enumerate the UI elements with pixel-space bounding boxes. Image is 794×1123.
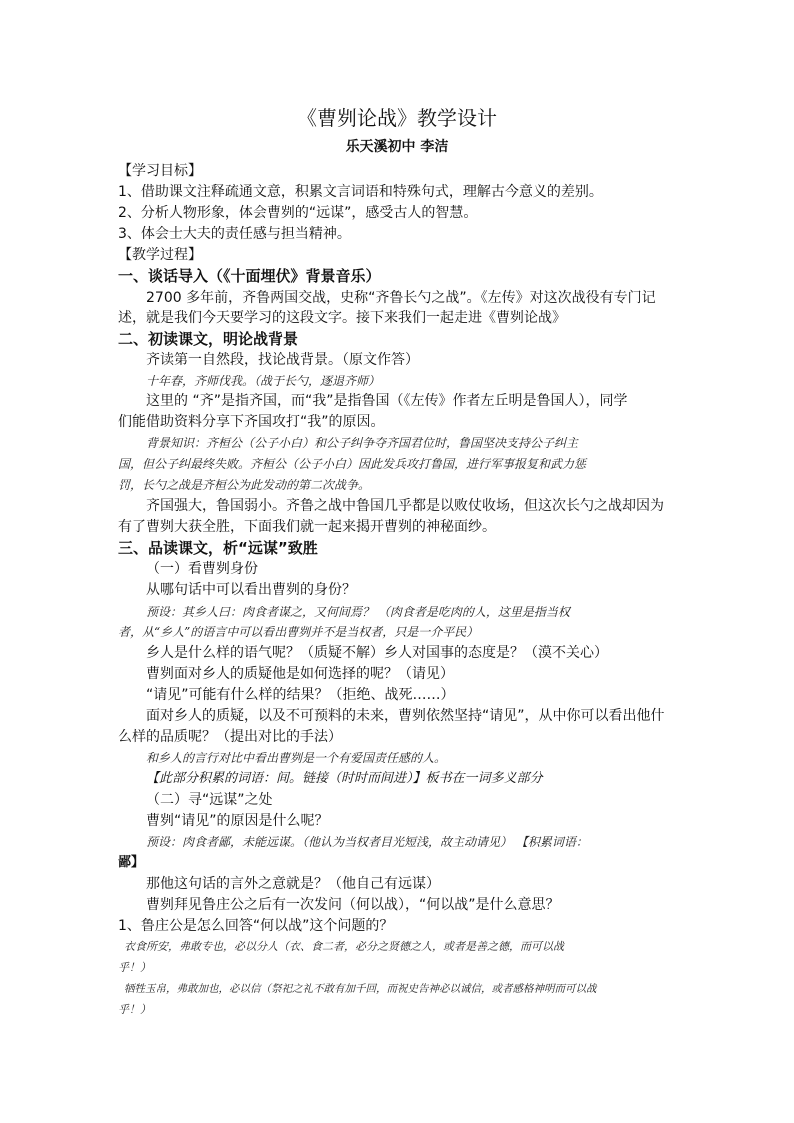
handwritten-answer-line: 乎！） bbox=[118, 961, 151, 974]
paragraph-line: 从哪句话中可以看出曹刿的身份？ bbox=[146, 582, 356, 598]
part-3-heading: 三、品读课文，析“远谋”致胜 bbox=[118, 539, 318, 557]
paragraph-line: “请见”可能有什么样的结果？（拒绝、战死……） bbox=[146, 687, 455, 703]
background-note-line: 罚，长勺之战是齐桓公为此发动的第二次战争。 bbox=[118, 478, 371, 492]
paragraph-line: 述，就是我们今天要学习的这段文字。接下来我们一起走进《曹刿论战》 bbox=[118, 310, 566, 326]
paragraph-line: 齐读第一自然段，找论战背景。（原文作答） bbox=[146, 352, 419, 368]
paragraph-line: 齐国强大，鲁国弱小。齐鲁之战中鲁国几乎都是以败仗收场，但这次长勺之战却因为 bbox=[146, 498, 664, 514]
paragraph-line: 面对乡人的质疑，以及不可预料的未来，曹刿依然坚持“请见”，从中你可以看出他什 bbox=[146, 708, 665, 724]
section-heading-objectives: 【学习目标】 bbox=[118, 163, 202, 179]
question-1: 1、鲁庄公是怎么回答“何以战”这个问题的？ bbox=[118, 918, 394, 934]
paragraph-line: 曹刿“请见”的原因是什么呢？ bbox=[146, 813, 329, 829]
paragraph-line: 们能借助资料分享下齐国攻打“我”的原因。 bbox=[118, 414, 385, 430]
handwritten-note: 和乡人的言行对比中看出曹刿是一个有爱国责任感的人。 bbox=[146, 751, 447, 765]
document-title: 《曹刿论战》教学设计 bbox=[297, 106, 497, 130]
paragraph-line: 2700 多年前，齐鲁两国交战，史称“齐鲁长勺之战”。《左传》对这次战役有专门记 bbox=[146, 290, 656, 306]
objective-3: 3、体会士大夫的责任感与担当精神。 bbox=[118, 226, 351, 242]
vocabulary-note: 【此部分积累的词语：间。链接（时时而间进）】板书在一词多义部分 bbox=[146, 771, 543, 786]
preset-answer-line: 者，从“乡人”的语言中可以看出曹刿并不是当权者，只是一介平民） bbox=[118, 625, 479, 639]
paragraph-line: 这里的 “齐”是指齐国，而“我”是指鲁国（《左传》作者左丘明是鲁国人），同学 bbox=[146, 393, 628, 409]
document-author: 乐天溪初中 李洁 bbox=[345, 139, 449, 155]
handwritten-answer-line: 衣食所安，弗敢专也，必以分人（衣、食二者，必分之贤德之人，或者是善之德，而可以战 bbox=[124, 940, 564, 953]
subsection-heading: （一）看曹刿身份 bbox=[146, 561, 258, 577]
preset-answer-line: 预设：肉食者鄙，未能远谋。（他认为当权者目光短浅，故主动请见） 【积累词语： bbox=[146, 835, 588, 849]
section-heading-process: 【教学过程】 bbox=[118, 247, 202, 263]
background-note-line: 背景知识：齐桓公（公子小白）和公子纠争夺齐国君位时，鲁国坚决支持公子纠主 bbox=[146, 436, 579, 450]
paragraph-line: 曹刿面对乡人的质疑他是如何选择的呢？（请见） bbox=[146, 666, 454, 682]
handwritten-answer-line: 牺牲玉帛，弗敢加也，必以信（祭祀之礼不敢有加千回，而祝史告神必以诚信，或者感格神明而可以战 bbox=[124, 983, 597, 995]
handwritten-quote: 十年春，齐师伐我。（战于长勺，逐退齐师） bbox=[146, 374, 381, 388]
preset-answer-line: 预设：其乡人曰：肉食者谋之，又何间焉？ （肉食者是吃肉的人，这里是指当权 bbox=[146, 605, 570, 619]
objective-1: 1、借助课文注释疏通文意，积累文言词语和特殊句式，理解古今意义的差别。 bbox=[118, 184, 603, 200]
paragraph-line: 乡人是什么样的语气呢？（质疑不解）乡人对国事的态度是？（漠不关心） bbox=[146, 645, 608, 661]
part-2-heading: 二、初读课文，明论战背景 bbox=[118, 330, 299, 348]
preset-answer-line: 鄙】 bbox=[118, 855, 145, 870]
paragraph-line: 么样的品质呢？（提出对比的手法） bbox=[118, 729, 342, 745]
paragraph-line: 那他这句话的言外之意就是？（他自己有远谋） bbox=[146, 876, 440, 892]
paragraph-line: 有了曹刿大获全胜，下面我们就一起来揭开曹刿的神秘面纱。 bbox=[118, 519, 496, 535]
part-1-heading: 一、谈话导入（《十面埋伏》背景音乐） bbox=[118, 267, 381, 285]
subsection-heading: （二）寻“远谋”之处 bbox=[146, 792, 273, 808]
objective-2: 2、分析人物形象，体会曹刿的“远谋”，感受古人的智慧。 bbox=[118, 205, 478, 221]
background-note-line: 国，但公子纠最终失败。齐桓公（公子小白）因此发兵攻打鲁国，进行军事报复和武力惩 bbox=[118, 457, 587, 471]
handwritten-answer-line: 乎！） bbox=[118, 1003, 151, 1016]
paragraph-line: 曹刿拜见鲁庄公之后有一次发问（何以战），“何以战”是什么意思？ bbox=[146, 897, 560, 913]
